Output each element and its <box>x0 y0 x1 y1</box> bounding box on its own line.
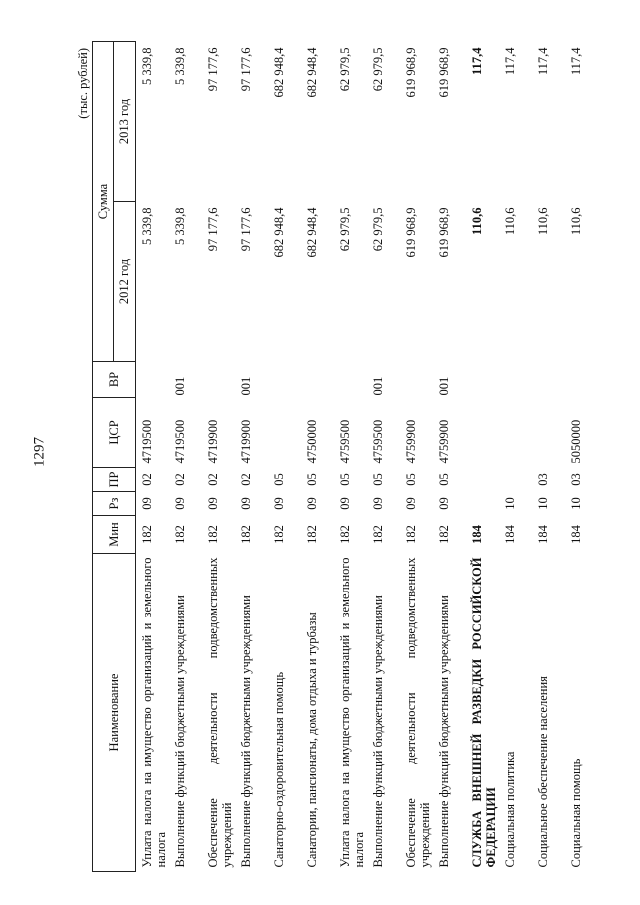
row-csr-code: 4719900 <box>238 419 253 464</box>
row-amount-2013: 117,4 <box>502 47 517 76</box>
header-year-2013: 2013 год <box>114 42 135 202</box>
table-row <box>534 42 567 872</box>
table-row <box>270 42 303 872</box>
row-name: СЛУЖБА ВНЕШНЕЙ РАЗВЕДКИ РОССИЙСКОЙ ФЕДЕРАЦИИ <box>469 557 499 868</box>
table-row <box>402 42 435 872</box>
row-amount-2013: 619 968,9 <box>436 47 451 98</box>
row-rz-code <box>468 492 501 516</box>
table-row <box>237 42 270 872</box>
row-amount-2012: 619 968,9 <box>436 207 451 258</box>
row-name: Социальная политика <box>502 751 517 868</box>
row-csr-code: 4719500 <box>172 419 187 464</box>
table-row <box>204 42 237 872</box>
row-pr-code: 02 <box>139 473 154 486</box>
row-amount-2013: 5 339,8 <box>172 47 187 85</box>
row-vr-code <box>567 362 600 398</box>
row-pr-code: 02 <box>205 473 220 486</box>
row-amount-2013: 97 177,6 <box>238 47 253 92</box>
row-name: Выполнение функций бюджетными учреждениями <box>436 595 451 868</box>
row-name: Санаторно-оздоровительная помощь <box>271 671 286 868</box>
row-amount-2013: 62 979,5 <box>337 47 352 92</box>
row-vr-code <box>402 362 435 398</box>
row-csr-code: 4759900 <box>436 419 451 464</box>
row-amount-2013: 682 948,4 <box>304 47 319 98</box>
row-amount-2012: 62 979,5 <box>337 207 352 252</box>
row-amount-2012: 97 177,6 <box>238 207 253 252</box>
row-amount-2013: 62 979,5 <box>370 47 385 92</box>
row-csr-code: 4759900 <box>403 419 418 464</box>
row-pr-code: 03 <box>568 473 583 486</box>
row-amount-2013: 682 948,4 <box>271 47 286 98</box>
row-amount-2012: 110,6 <box>502 207 517 236</box>
table-row <box>135 42 171 872</box>
row-amount-2012: 110,6 <box>469 207 484 235</box>
table-row <box>501 42 534 872</box>
budget-table <box>92 41 600 872</box>
budget-table-page <box>76 42 583 872</box>
row-min-code: 184 <box>568 525 583 544</box>
row-min-code: 184 <box>535 525 550 544</box>
table-row <box>336 42 369 872</box>
units-label: (тыс. рублей) <box>76 48 90 119</box>
row-vr-code <box>534 362 567 398</box>
row-min-code: 182 <box>271 525 286 544</box>
row-csr-code <box>534 398 567 468</box>
row-pr-code: 03 <box>535 473 550 486</box>
row-min-code: 182 <box>403 525 418 544</box>
row-csr-code: 5050000 <box>568 419 583 464</box>
row-min-code: 184 <box>469 525 484 544</box>
row-pr-code <box>468 468 501 492</box>
table-row <box>303 42 336 872</box>
row-amount-2012: 682 948,4 <box>271 207 286 258</box>
row-csr-code: 4750000 <box>304 419 319 464</box>
row-rz-code: 09 <box>205 497 220 510</box>
row-rz-code: 09 <box>172 497 187 510</box>
row-pr-code: 05 <box>337 473 352 486</box>
row-pr-code <box>501 468 534 492</box>
table-row <box>435 42 468 872</box>
row-min-code: 182 <box>436 525 451 544</box>
table-header <box>93 42 136 872</box>
row-rz-code: 10 <box>502 497 517 510</box>
row-pr-code: 05 <box>304 473 319 486</box>
row-vr-code: 001 <box>370 376 385 396</box>
row-rz-code: 09 <box>370 497 385 510</box>
row-name: Социальное обеспечение населения <box>535 676 550 868</box>
row-amount-2013: 117,4 <box>535 47 550 76</box>
row-amount-2012: 619 968,9 <box>403 207 418 258</box>
row-min-code: 184 <box>502 525 517 544</box>
row-min-code: 182 <box>238 525 253 544</box>
row-min-code: 182 <box>139 525 154 544</box>
row-pr-code: 05 <box>403 473 418 486</box>
table-body <box>135 42 600 872</box>
row-csr-code <box>270 398 303 468</box>
header-vr: ВР <box>93 362 136 398</box>
row-min-code: 182 <box>172 525 187 544</box>
row-min-code: 182 <box>304 525 319 544</box>
row-name: Уплата налога на имущество организаций и земельного налога <box>139 557 169 868</box>
table-row <box>567 42 600 872</box>
row-amount-2012: 110,6 <box>568 207 583 236</box>
row-pr-code: 05 <box>436 473 451 486</box>
row-amount-2013: 117,4 <box>568 47 583 76</box>
row-vr-code <box>336 362 369 398</box>
table-row <box>171 42 204 872</box>
row-csr-code: 4719500 <box>139 419 154 464</box>
table-row <box>468 42 501 872</box>
header-year-2012: 2012 год <box>114 202 135 362</box>
row-rz-code: 10 <box>568 497 583 510</box>
row-rz-code: 10 <box>535 497 550 510</box>
row-rz-code: 09 <box>304 497 319 510</box>
row-pr-code: 05 <box>370 473 385 486</box>
row-rz-code: 09 <box>403 497 418 510</box>
row-amount-2012: 682 948,4 <box>304 207 319 258</box>
row-name: Выполнение функций бюджетными учреждениями <box>238 595 253 868</box>
header-sum: Сумма <box>93 42 114 362</box>
row-pr-code: 02 <box>238 473 253 486</box>
row-vr-code <box>270 362 303 398</box>
row-rz-code: 09 <box>238 497 253 510</box>
row-rz-code: 09 <box>337 497 352 510</box>
header-rz: Рз <box>93 492 136 516</box>
row-name: Уплата налога на имущество организаций и земельного налога <box>337 557 367 868</box>
header-min: Мин <box>93 516 136 554</box>
row-amount-2013: 97 177,6 <box>205 47 220 92</box>
row-name: Социальная помощь <box>568 758 583 868</box>
row-vr-code <box>135 362 171 398</box>
row-amount-2013: 117,4 <box>469 47 484 75</box>
header-csr: ЦСР <box>93 398 136 468</box>
header-pr: ПР <box>93 468 136 492</box>
row-amount-2012: 5 339,8 <box>172 207 187 245</box>
row-name: Обеспечение деятельности подведомственных учреждений <box>403 557 433 868</box>
row-vr-code: 001 <box>436 376 451 396</box>
row-csr-code <box>501 398 534 468</box>
row-amount-2012: 110,6 <box>535 207 550 236</box>
row-vr-code: 001 <box>238 376 253 396</box>
row-name: Выполнение функций бюджетными учреждениями <box>370 595 385 868</box>
row-amount-2012: 97 177,6 <box>205 207 220 252</box>
header-name: Наименование <box>93 554 136 872</box>
row-amount-2013: 619 968,9 <box>403 47 418 98</box>
row-vr-code <box>501 362 534 398</box>
row-vr-code <box>303 362 336 398</box>
row-name: Обеспечение деятельности подведомственных учреждений <box>205 557 235 868</box>
row-name: Санатории, пансионаты, дома отдыха и турбазы <box>304 612 319 868</box>
row-vr-code: 001 <box>172 376 187 396</box>
row-csr-code: 4759500 <box>337 419 352 464</box>
row-vr-code <box>204 362 237 398</box>
row-min-code: 182 <box>205 525 220 544</box>
row-amount-2012: 5 339,8 <box>139 207 154 245</box>
row-pr-code: 05 <box>271 473 286 486</box>
row-pr-code: 02 <box>172 473 187 486</box>
row-min-code: 182 <box>337 525 352 544</box>
row-name: Выполнение функций бюджетными учреждениями <box>172 595 187 868</box>
row-min-code: 182 <box>370 525 385 544</box>
row-amount-2012: 62 979,5 <box>370 207 385 252</box>
row-csr-code: 4759500 <box>370 419 385 464</box>
table-row <box>369 42 402 872</box>
row-rz-code: 09 <box>139 497 154 510</box>
row-amount-2013: 5 339,8 <box>139 47 154 85</box>
row-vr-code <box>468 362 501 398</box>
row-csr-code: 4719900 <box>205 419 220 464</box>
row-rz-code: 09 <box>436 497 451 510</box>
row-csr-code <box>468 398 501 468</box>
page-number: 1297 <box>31 437 48 467</box>
row-rz-code: 09 <box>271 497 286 510</box>
